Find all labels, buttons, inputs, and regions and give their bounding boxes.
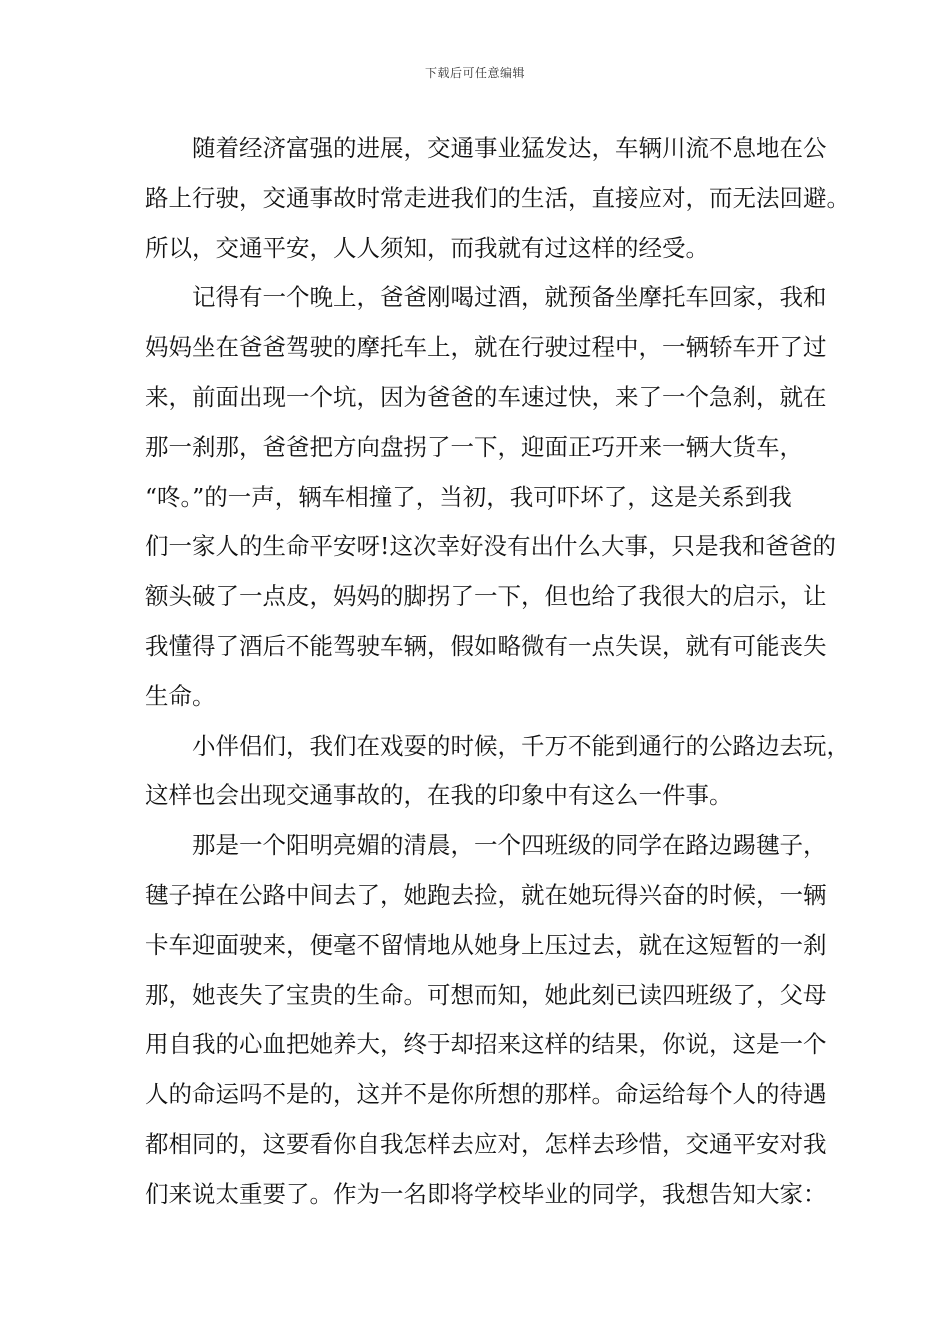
text-line: 妈妈坐在爸爸驾驶的摩托车上，就在行驶过程中，一辆轿车开了过 (145, 333, 827, 362)
text-line: 们来说太重要了。作为一名即将学校毕业的同学，我想告知大家： (145, 1179, 827, 1208)
document-body (145, 124, 850, 1324)
text-line: 都相同的，这要看你自我怎样去应对，怎样去珍惜，交通平安对我 (145, 1129, 827, 1158)
text-line: 卡车迎面驶来，便毫不留情地从她身上压过去，就在这短暂的一刹 (145, 930, 827, 959)
paragraph (145, 722, 850, 822)
paragraph (145, 273, 836, 721)
text-line: 随着经济富强的进展，交通事业猛发达，车辆川流不息地在公 (192, 134, 827, 162)
text-line: 来，前面出现一个坑，因为爸爸的车速过快，来了一个急刹，就在 (145, 382, 827, 411)
text-line: 用自我的心血把她养大，终于却招来这样的结果，你说，这是一个 (145, 1030, 827, 1059)
text-line: 路上行驶，交通事故时常走进我们的生活，直接应对，而无法回避。 (145, 183, 850, 212)
page-header: 下载后可任意编辑 (424, 66, 525, 80)
text-line: 们一家人的生命平安呀!这次幸好没有出什么大事，只是我和爸爸的 (145, 532, 836, 561)
text-line: 那是一个阳明亮媚的清晨，一个四班级的同学在路边踢毽子， (192, 831, 827, 860)
text-line: “咚。”的一声，辆车相撞了，当初，我可吓坏了，这是关系到我 (145, 482, 792, 511)
text-line: 记得有一个晚上，爸爸刚喝过酒，就预备坐摩托车回家，我和 (192, 283, 827, 312)
paragraph (145, 821, 827, 1219)
text-line: 我懂得了酒后不能驾驶车辆，假如略微有一点失误，就有可能丧失 (145, 631, 827, 660)
text-line: 所以，交通平安，人人须知，而我就有过这样的经受。 (145, 233, 709, 262)
paragraph (145, 124, 850, 273)
text-line: 毽子掉在公路中间去了，她跑去捡，就在她玩得兴奋的时候，一辆 (145, 880, 827, 909)
text-line: 那一刹那，爸爸把方向盘拐了一下，迎面正巧开来一辆大货车， (145, 432, 803, 461)
text-line: 那，她丧失了宝贵的生命。可想而知，她此刻已读四班级了，父母 (145, 980, 827, 1009)
text-line: 这样也会出现交通事故的，在我的印象中有这么一件事。 (145, 781, 733, 810)
text-line: 生命。 (145, 681, 216, 710)
text-line: 额头破了一点皮，妈妈的脚拐了一下，但也给了我很大的启示，让 (145, 582, 827, 611)
text-line: 小伴侣们，我们在戏耍的时候，千万不能到通行的公路边去玩， (192, 731, 850, 760)
text-line: 人的命运吗不是的，这并不是你所想的那样。命运给每个人的待遇 (145, 1080, 827, 1109)
